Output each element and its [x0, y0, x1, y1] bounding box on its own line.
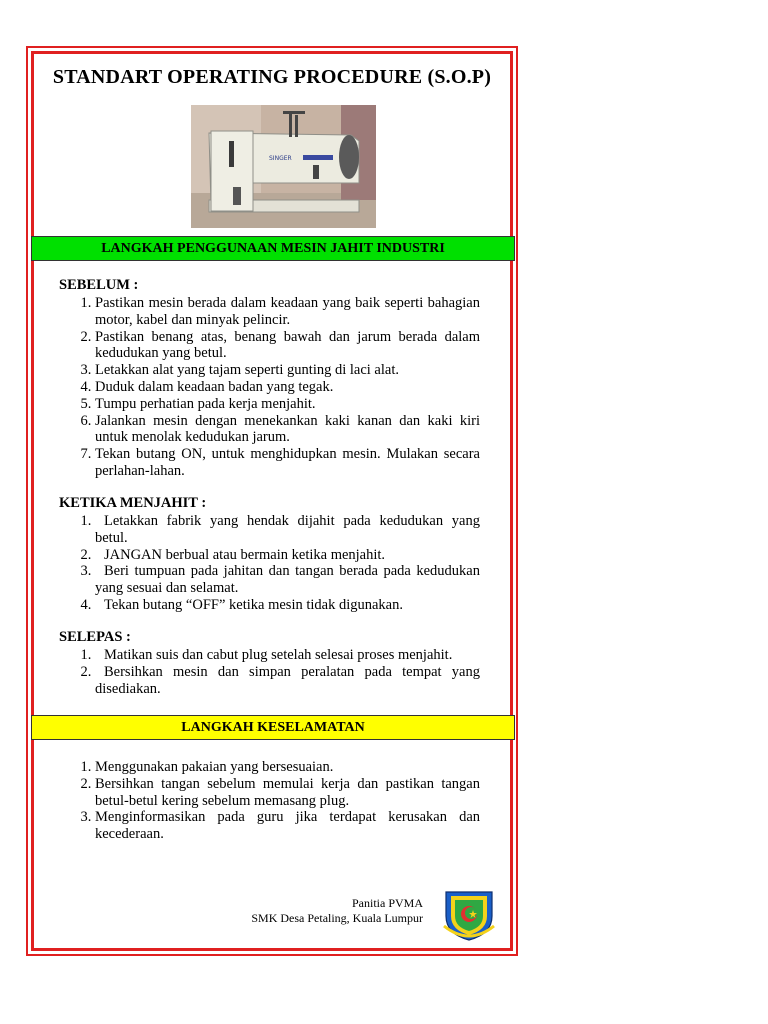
page-title: STANDART OPERATING PROCEDURE (S.O.P): [52, 66, 492, 88]
list-item: 3. Menginformasikan pada guru jika terdapat kerusakan dan kecederaan.: [95, 809, 480, 843]
after-heading: SELEPAS :: [59, 629, 131, 645]
footer-text: [251, 896, 423, 926]
brand-label: SINGER: [269, 155, 292, 162]
during-heading: KETIKA MENJAHIT :: [59, 495, 207, 511]
during-list: [59, 513, 480, 614]
list-item: [95, 547, 480, 564]
list-item: 5. Tumpu perhatian pada kerja menjahit.: [95, 396, 480, 413]
list-item: 7. Tekan butang ON, untuk menghidupkan mesin. Mulakan secara perlahan-lahan.: [95, 446, 480, 480]
before-list: [59, 295, 480, 480]
safety-list: [59, 759, 480, 843]
sewing-machine-photo: [191, 105, 376, 228]
after-list: [59, 647, 480, 697]
list-item-text: JANGAN berbual atau bermain ketika menjahit.: [104, 546, 386, 563]
usage-steps-banner: LANGKAH PENGGUNAAN MESIN JAHIT INDUSTRI: [31, 236, 515, 261]
list-item-text: Beri tumpuan pada jahitan dan tangan berada pada kedudukan yang sesuai dan selamat.: [95, 563, 480, 597]
list-item: [95, 597, 480, 614]
sewing-machine-image: [191, 105, 376, 228]
list-item: [95, 647, 480, 664]
school-crest-icon: [442, 886, 496, 942]
list-item-text: Matikan suis dan cabut plug setelah selesai proses menjahit.: [104, 647, 453, 663]
list-item: 4. Duduk dalam keadaan badan yang tegak.: [95, 379, 480, 396]
list-item-text: Tekan butang “OFF” ketika mesin tidak digunakan.: [104, 596, 403, 613]
list-item: [95, 563, 480, 597]
safety-steps-banner: LANGKAH KESELAMATAN: [31, 715, 515, 740]
footer-committee: Panitia PVMA: [351, 896, 423, 910]
footer-school: SMK Desa Petaling, Kuala Lumpur: [251, 911, 423, 925]
list-item: [95, 664, 480, 698]
list-item: 3. Letakkan alat yang tajam seperti gunting di laci alat.: [95, 362, 480, 379]
list-item: 2. Pastikan benang atas, benang bawah dan jarum berada dalam kedudukan yang betul.: [95, 329, 480, 363]
list-item: 2. Bersihkan tangan sebelum memulai kerja dan pastikan tangan betul-betul kering sebelum memasang plug.: [95, 776, 480, 810]
list-item-text: Bersihkan mesin dan simpan peralatan pada tempat yang disediakan.: [95, 663, 480, 697]
before-heading: SEBELUM :: [59, 277, 139, 293]
list-item: 6. Jalankan mesin dengan menekankan kaki kanan dan kaki kiri untuk menolak kedudukan jarum.: [95, 413, 480, 447]
list-item: [95, 513, 480, 547]
list-item: 1. Pastikan mesin berada dalam keadaan yang baik seperti bahagian motor, kabel dan minyak pelincir.: [95, 295, 480, 329]
list-item: 1. Menggunakan pakaian yang bersesuaian.: [95, 759, 480, 776]
list-item-text: Letakkan fabrik yang hendak dijahit pada kedudukan yang betul.: [95, 513, 480, 546]
